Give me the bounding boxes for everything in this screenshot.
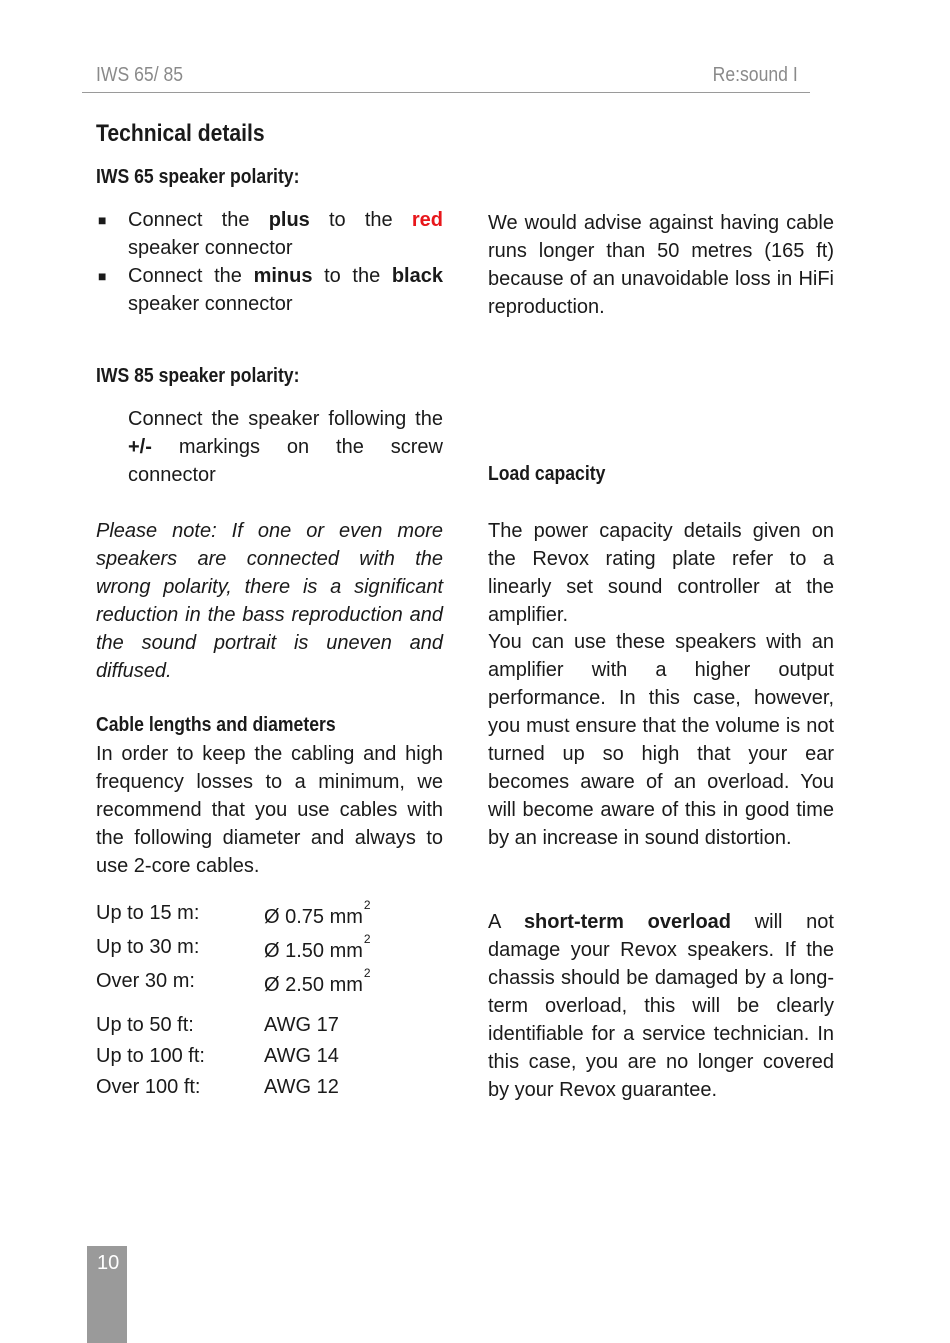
iws85-heading: IWS 85 speaker polarity:: [96, 365, 300, 387]
header-divider: [82, 92, 810, 93]
iws85-text: Connect the speaker following the +/- markings on the screw connector: [128, 408, 443, 486]
table-row: Up to 15 m: Ø 0.75 $mm^2$: [96, 897, 371, 928]
table-row: Up to 30 m: Ø 1.50 $mm^2$: [96, 931, 371, 962]
table-row: Up to 100 ft: AWG 14: [96, 1045, 339, 1067]
bullet-icon: ■: [98, 268, 107, 284]
load-paragraph-3: A short-term overload will not damage your Revox speakers. If the chassis should be damaged by a long-term overload, this will be clearly identifiable for a service technician. In this case, you are no longer covered by your Revox guarantee.: [488, 911, 834, 1101]
iws65-heading: IWS 65 speaker polarity:: [96, 166, 300, 188]
list-item: ■ Connect the plus to the red speaker connector: [96, 206, 443, 262]
table-row: Over 100 ft: AWG 12: [96, 1076, 339, 1098]
bullet-icon: ■: [98, 212, 107, 228]
table-row: Up to 50 ft: AWG 17: [96, 1014, 339, 1036]
load-paragraph-1: The power capacity details given on the Revox rating plate refer to a linearly set sound controller at the amplifier.: [488, 520, 834, 626]
polarity-note: Please note: If one or even more speakers are connected with the wrong polarity, there is a significant reduction in the bass reproduction and the sound portrait is uneven and diffused.: [96, 520, 443, 682]
page-title: Technical details: [96, 120, 265, 147]
load-heading: Load capacity: [488, 463, 606, 485]
header-doc-title: IWS 65/ 85: [96, 64, 184, 86]
page-number-tab: [87, 1246, 127, 1343]
table-row: Over 30 m: Ø 2.50 $mm^2$: [96, 965, 371, 996]
page-number: 10: [97, 1252, 120, 1274]
metric-cable-table: [96, 896, 371, 998]
cable-advice: We would advise against having cable runs longer than 50 metres (165 ft) because of an unavoidable loss in HiFi reproduction.: [488, 212, 834, 318]
header-brand: Re:sound I: [712, 64, 798, 86]
cables-text: In order to keep the cabling and high frequency losses to a minimum, we recommend that you use cables with the following diameter and always to use 2-core cables.: [96, 743, 443, 877]
iws65-list: [96, 206, 443, 318]
load-paragraph-2: You can use these speakers with an amplifier with a higher output performance. In this case, however, you must ensure that the volume is not turned up so high that your ear becomes aware of an overload. You will become aware of this in good time by an increase in sound distortion.: [488, 631, 834, 849]
list-item: ■ Connect the minus to the black speaker connector: [96, 262, 443, 318]
cables-heading: Cable lengths and diameters: [96, 714, 336, 736]
awg-cable-table: [96, 1010, 339, 1103]
